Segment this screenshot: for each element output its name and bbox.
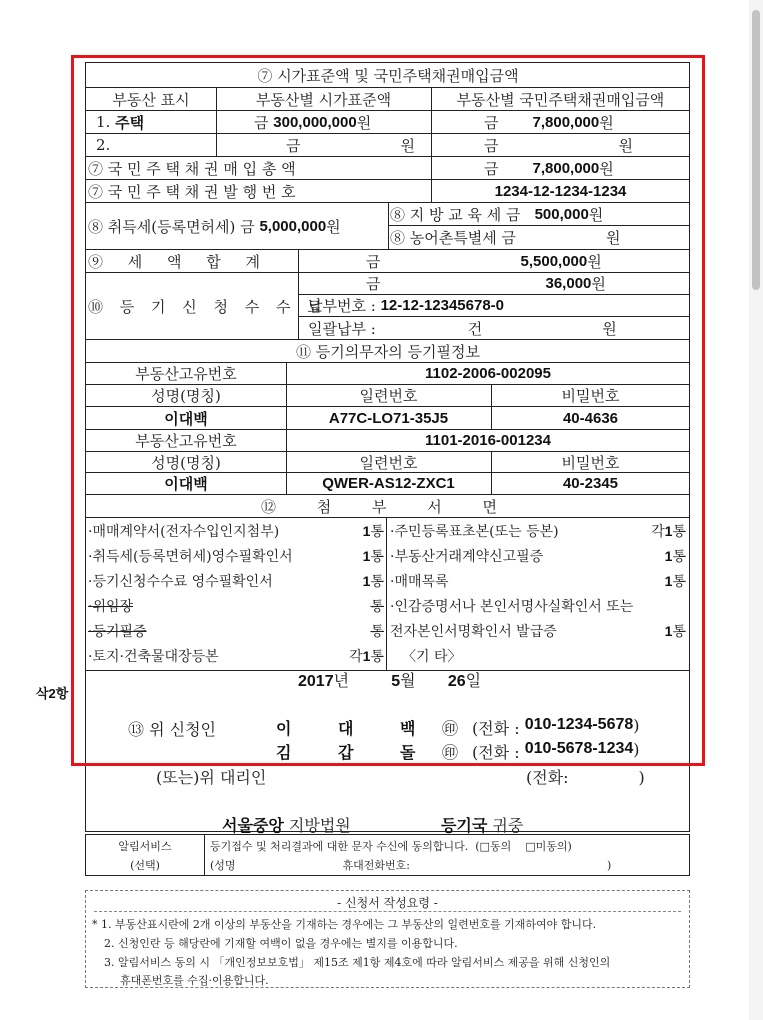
section9-row — [86, 250, 690, 273]
attachment-right-3 — [390, 570, 686, 592]
attachment-count: 1통 — [362, 523, 384, 540]
payment-number: 12-12-12345678-0 — [380, 297, 505, 314]
attachment-left-4 — [88, 595, 384, 617]
section8-row — [86, 203, 690, 250]
property-num: 1. — [96, 113, 111, 131]
registry-id-label: 부동산고유번호 — [135, 432, 237, 450]
agent-phone: (전화: ) — [526, 768, 645, 787]
registry-id-label: 부동산고유번호 — [135, 365, 237, 383]
alert-label-1: 알림서비스 — [118, 840, 172, 853]
bond-prefix: 금 — [484, 113, 499, 132]
attachment-left-3 — [88, 570, 384, 592]
fee-label: ⑩ 등 기 신 청 수 수 료 — [88, 297, 328, 316]
col-bond-header: 부동산별 국민주택채권매입금액 — [456, 90, 665, 109]
acq-tax-value: 5,000,000 — [259, 217, 327, 235]
bond-total-value: 7,800,000 — [532, 159, 600, 177]
password-header: 비밀번호 — [561, 387, 620, 405]
attachment-left-2 — [88, 545, 384, 567]
section7-title-row — [86, 63, 690, 88]
attachment-label: 〈기 타〉 — [402, 649, 462, 665]
section12-title: ⑫ 첨 부 서 면 — [260, 497, 516, 516]
disagree-checkbox[interactable]: □미동의) — [525, 840, 572, 853]
attachment-label: ·매매목록 — [390, 574, 449, 590]
credential-header-row-2 — [86, 452, 690, 473]
attachment-label: ·등기신청수수료 영수필확인서 — [88, 574, 273, 590]
registry-id-value: 1102-2006-002095 — [425, 365, 551, 382]
password: 40-4636 — [562, 409, 619, 427]
bulk-count-unit: 건 — [467, 319, 483, 338]
registry-id-row-1 — [86, 363, 690, 385]
amount-prefix: 금 — [254, 113, 269, 132]
instructions-title: - 신청서 작성요령 - — [337, 896, 438, 910]
attachment-count: 1통 — [664, 623, 686, 640]
tax-total-label: ⑨ 세 액 합 계 — [88, 252, 271, 271]
total-unit: 원 — [599, 159, 614, 178]
court-name: 서울중앙 — [222, 818, 284, 835]
col-standard-value-header: 부동산별 시가표준액 — [255, 90, 392, 109]
registry-id-value: 1101-2016-001234 — [425, 432, 551, 449]
seal-icon: ㊞ — [442, 743, 459, 762]
name-header: 성명(명칭) — [151, 387, 221, 405]
attachment-count: 1통 — [362, 548, 384, 565]
attachment-label: ·등기필증 — [88, 624, 147, 640]
bond-unit: 원 — [599, 113, 614, 132]
amount-unit: 원 — [356, 113, 372, 132]
scrollbar[interactable] — [749, 0, 763, 1020]
alert-consent: 등기접수 및 처리결과에 대한 문자 수신에 동의합니다. (□동의 □미동의) — [210, 840, 572, 853]
attachment-left-1 — [88, 520, 384, 542]
section7-header-row — [86, 88, 690, 111]
applicant-label: ⑬ 위 신청인 — [128, 720, 216, 739]
owner-name: 이대백 — [164, 476, 208, 493]
section11-title: ⑪ 등기의무자의 등기필정보 — [296, 342, 480, 361]
tax-total-prefix: 금 — [366, 252, 381, 271]
serial-header: 일련번호 — [359, 387, 418, 405]
attachment-label: ·토지·건축물대장등본 — [88, 649, 219, 665]
amount-prefix: 금 — [286, 136, 301, 155]
fee-prefix: 금 — [366, 275, 381, 293]
attachment-label: ·취득세(등록면허세)영수필확인서 — [88, 549, 293, 565]
instructions-box — [85, 890, 690, 988]
section12-title-row — [86, 495, 690, 518]
credential-header-row-1 — [86, 385, 690, 407]
tax-total-unit: 원 — [587, 252, 602, 271]
bond-value: 7,800,000 — [532, 113, 600, 131]
payment-number-label: 납부번호 : — [308, 297, 376, 315]
alert-service-box — [85, 834, 690, 876]
phone-number: 010-1234-5678 — [524, 716, 634, 733]
attachment-right-1 — [390, 520, 686, 542]
attachment-label: ·부동산거래계약신고필증 — [390, 549, 544, 565]
rural-tax-unit: 원 — [605, 229, 621, 247]
edu-tax-unit: 원 — [588, 205, 604, 224]
attachment-count: 통 — [370, 599, 384, 615]
court-line: 서울중앙 지방법원 등기국 귀중 — [222, 816, 524, 835]
attachment-label: ·주민등록표초본(또는 등본) — [390, 524, 559, 540]
attachment-count: 각1통 — [651, 523, 686, 540]
bond-issue-label: ⑦ 국 민 주 택 채 권 발 행 번 호 — [88, 182, 296, 201]
credential-value-row-2 — [86, 473, 690, 495]
instruction-4: 휴대폰번호를 수집·이용합니다. — [120, 974, 269, 987]
registry-id-row-2 — [86, 430, 690, 452]
fee-value: 36,000 — [545, 275, 592, 292]
serial-number: QWER-AS12-ZXC1 — [322, 475, 455, 492]
property-num: 2. — [96, 136, 111, 154]
attachment-right-4 — [390, 595, 686, 617]
alert-contact: (성명 휴대전화번호: ) — [210, 859, 612, 872]
registry-office: 등기국 — [440, 818, 488, 835]
attachment-left-5 — [88, 620, 384, 642]
attachment-count: 통 — [370, 624, 384, 640]
alert-label-2: (선택) — [130, 859, 160, 872]
col-property-header: 부동산 표시 — [112, 90, 190, 109]
instruction-2: 2. 신청인란 등 해당란에 기재할 여백이 없을 경우에는 별지를 이용합니다. — [104, 937, 458, 950]
serial-number: A77C-LO71-35J5 — [328, 409, 449, 427]
serial-header: 일련번호 — [359, 453, 418, 472]
edu-tax-value: 500,000 — [534, 205, 589, 223]
name-header: 성명(명칭) — [151, 453, 221, 472]
agent-label: (또는)위 대리인 — [156, 768, 267, 787]
bond-total-row — [86, 157, 690, 180]
application-date: 2017년 5월 26일 — [298, 671, 482, 690]
instruction-3: 3. 알림서비스 동의 시 「개인정보보호법」 제15조 제1항 제4호에 따라 알림서비스 제공을 위해 신청인의 — [104, 956, 611, 969]
attachment-right-6 — [402, 645, 686, 667]
bond-total-label: ⑦ 국 민 주 택 채 권 매 입 총 액 — [88, 159, 296, 178]
owner-name: 이대백 — [164, 410, 208, 428]
section7-title: ⑦ 시가표준액 및 국민주택채권매입금액 — [257, 66, 519, 85]
attachment-count: 1통 — [664, 573, 686, 590]
attachment-count: 1통 — [362, 573, 384, 590]
password: 40-2345 — [562, 475, 619, 492]
scrollbar-thumb[interactable] — [752, 10, 760, 290]
property-name: 주택 — [115, 114, 145, 132]
attachment-right-2 — [390, 545, 686, 567]
applicant-1: 이 대 백 ㊞ (전화 : 010-1234-5678 ) — [276, 716, 640, 738]
seal-icon: ㊞ — [442, 719, 459, 738]
acq-tax-unit: 원 — [326, 217, 341, 236]
bulk-payment-label: 일괄납부 : — [308, 319, 376, 338]
attachments-area — [86, 518, 690, 671]
attachment-right-5 — [390, 620, 686, 642]
attachment-count: 각1통 — [349, 648, 384, 665]
attachment-label: ·매매계약서(전자수입인지첨부) — [88, 524, 280, 540]
attachment-label: ·위임장 — [88, 599, 134, 615]
credential-value-row-1 — [86, 407, 690, 430]
rural-tax-label: ⑧ 농어촌특별세 금 — [390, 229, 516, 247]
attachment-left-6 — [88, 645, 384, 667]
attachment-count: 1통 — [664, 548, 686, 565]
amount-unit: 원 — [400, 136, 415, 155]
standard-value: 300,000,000 — [273, 113, 357, 131]
attachment-label: 전자본인서명확인서 발급증 — [390, 624, 557, 640]
property-row-1 — [86, 111, 690, 134]
property-row-2 — [86, 134, 690, 157]
password-header: 비밀번호 — [561, 453, 620, 472]
bond-issue-row — [86, 180, 690, 203]
bond-prefix: 금 — [484, 136, 499, 155]
bond-unit: 원 — [618, 136, 633, 155]
acq-tax-label: ⑧ 취득세(등록면허세) 금 — [88, 217, 255, 236]
attachment-label: ·인감증명서나 본인서명사실확인서 또는 — [390, 599, 634, 615]
applicant-2: 김 갑 돌 ㊞ (전화 : 010-5678-1234 ) — [276, 740, 640, 762]
bulk-unit: 원 — [602, 319, 617, 338]
side-label: 삭2항 — [36, 686, 69, 701]
edu-tax-label: ⑧ 지 방 교 육 세 금 — [390, 205, 521, 224]
phone-number: 010-5678-1234 — [524, 740, 634, 757]
bond-issue-number: 1234-12-1234-1234 — [494, 182, 627, 200]
agree-checkbox[interactable]: □동의 — [479, 840, 512, 853]
tax-total-value: 5,500,000 — [520, 252, 588, 270]
section11-title-row — [86, 340, 690, 363]
section10-row — [86, 273, 690, 340]
instruction-1: * 1. 부동산표시란에 2개 이상의 부동산을 기재하는 경우에는 그 부동산의 일련번호를 기재하여야 합니다. — [92, 918, 597, 931]
total-prefix: 금 — [484, 159, 499, 178]
fee-unit: 원 — [591, 275, 606, 293]
